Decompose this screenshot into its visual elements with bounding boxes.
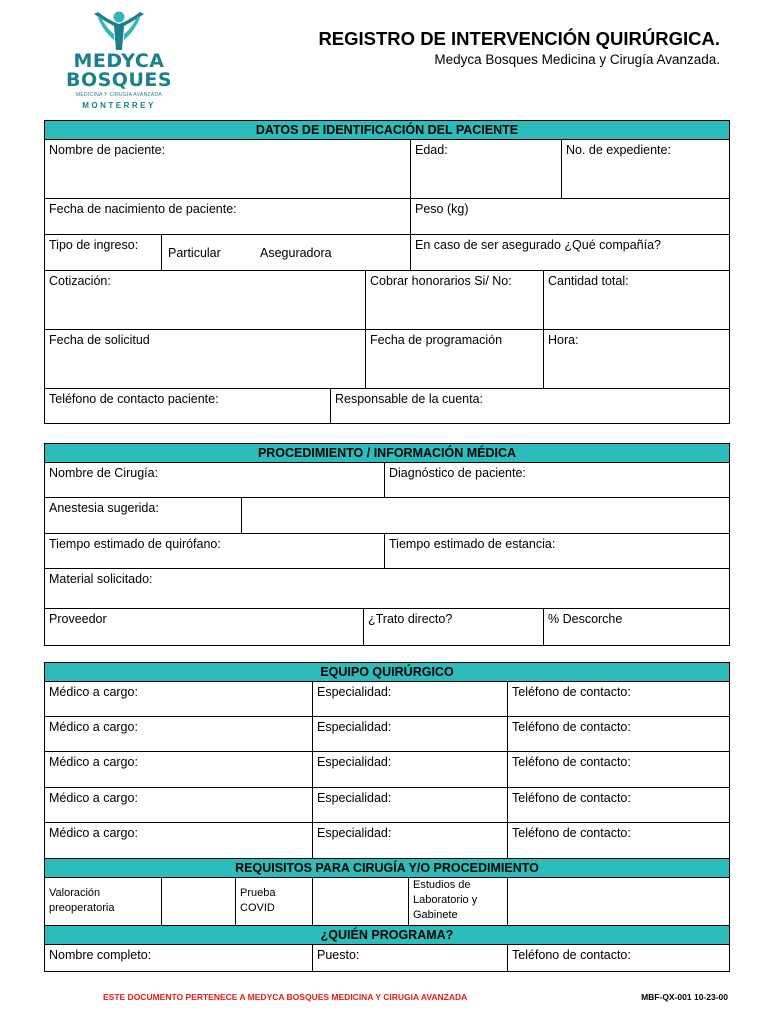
diagnosis-label: Diagnóstico de paciente: [389, 466, 526, 480]
account-owner-field[interactable] [330, 389, 729, 423]
age-field[interactable] [410, 140, 561, 198]
doctor-field[interactable] [45, 752, 312, 787]
document-code: MBF-QX-001 10-23-00 [641, 992, 728, 1002]
team-row [45, 682, 729, 717]
patient-row-3 [45, 235, 729, 271]
insurer-field[interactable] [410, 235, 729, 270]
birth-date-label: Fecha de nacimiento de paciente: [49, 202, 237, 216]
patient-row-5 [45, 330, 729, 389]
time-label: Hora: [548, 333, 579, 347]
total-amount-field[interactable] [543, 271, 729, 329]
diagnosis-field[interactable] [384, 463, 729, 497]
contact-phone-field[interactable] [45, 389, 330, 423]
team-row [45, 717, 729, 752]
team-section-heading: EQUIPO QUIRÚRGICO [45, 663, 729, 682]
account-owner-label: Responsable de la cuenta: [335, 392, 484, 406]
patient-row-1 [45, 140, 729, 199]
team-row [45, 752, 729, 788]
logo-line-1: MEDYCA [73, 50, 165, 72]
material-field[interactable] [45, 569, 729, 608]
total-amount-label: Cantidad total: [548, 274, 629, 288]
scheduler-row [45, 945, 729, 971]
or-time-field[interactable] [45, 534, 384, 568]
weight-field[interactable] [410, 199, 729, 234]
procedure-row-3 [45, 534, 729, 569]
procedure-section [44, 443, 730, 646]
procedure-section-heading: PROCEDIMIENTO / INFORMACIÓN MÉDICA [45, 444, 729, 463]
specialty-label: Especialidad: [317, 826, 392, 840]
doctor-phone-field[interactable] [507, 752, 729, 787]
quote-field[interactable] [45, 271, 365, 329]
covid-label: Prueba COVID [240, 887, 276, 914]
charge-fees-field[interactable] [365, 271, 543, 329]
scheduler-name-field[interactable] [45, 945, 312, 971]
doctor-phone-label: Teléfono de contacto: [512, 720, 631, 734]
stay-time-label: Tiempo estimado de estancia: [389, 537, 556, 551]
patient-section [44, 120, 730, 424]
lab-check-field[interactable] [507, 878, 729, 925]
stay-time-field[interactable] [384, 534, 729, 568]
document-subtitle: Medyca Bosques Medicina y Cirugía Avanzada. [434, 52, 720, 67]
specialty-field[interactable] [312, 752, 507, 787]
admission-type-label: Tipo de ingreso: [49, 238, 139, 252]
supplier-label: Proveedor [49, 612, 107, 626]
procedure-row-5 [45, 609, 729, 645]
doctor-phone-label: Teléfono de contacto: [512, 755, 631, 769]
doctor-phone-field[interactable] [507, 717, 729, 751]
scheduler-phone-field[interactable] [507, 945, 729, 971]
insurer-label: En caso de ser asegurado ¿Qué compañía? [415, 238, 661, 252]
procedure-row-2 [45, 498, 729, 534]
logo-tagline: MEDICINA Y CIRUGÍA AVANZADA [75, 92, 163, 98]
scheduler-section-heading: ¿QUIÉN PROGRAMA? [45, 926, 729, 945]
doctor-label: Médico a cargo: [49, 685, 138, 699]
lab-label-cell [408, 878, 507, 925]
document-title: REGISTRO DE INTERVENCIÓN QUIRÚRGICA. [318, 28, 720, 49]
surgical-team-section [44, 662, 730, 972]
ownership-notice: ESTE DOCUMENTO PERTENECE A MEDYCA BOSQUES MEDICINA Y CIRUGIA AVANZADA [103, 992, 468, 1002]
admission-type-options [161, 235, 410, 270]
patient-name-field[interactable] [45, 140, 410, 198]
option-private[interactable]: Particular [168, 246, 221, 260]
preop-label-cell [45, 878, 161, 925]
preop-check-field[interactable] [161, 878, 235, 925]
specialty-field[interactable] [312, 823, 507, 858]
scheduler-position-label: Puesto: [317, 948, 360, 962]
material-label: Material solicitado: [49, 572, 153, 586]
option-insured[interactable]: Aseguradora [260, 246, 332, 260]
specialty-field[interactable] [312, 717, 507, 751]
procedure-row-1 [45, 463, 729, 498]
preop-label: Valoración preoperatoria [49, 887, 115, 914]
patient-row-6 [45, 389, 729, 423]
doctor-phone-label: Teléfono de contacto: [512, 685, 631, 699]
admission-type-label-cell [45, 235, 161, 270]
patient-section-heading: DATOS DE IDENTIFICACIÓN DEL PACIENTE [45, 121, 729, 140]
specialty-field[interactable] [312, 788, 507, 822]
anesthesia-label: Anestesia sugerida: [49, 501, 159, 515]
age-label: Edad: [415, 143, 448, 157]
patient-row-4 [45, 271, 729, 330]
request-date-field[interactable] [45, 330, 365, 388]
supplier-field[interactable] [45, 609, 363, 645]
logo-city: MONTERREY [82, 101, 156, 110]
doctor-label: Médico a cargo: [49, 755, 138, 769]
specialty-field[interactable] [312, 682, 507, 716]
doctor-field[interactable] [45, 717, 312, 751]
quote-label: Cotización: [49, 274, 111, 288]
or-time-label: Tiempo estimado de quirófano: [49, 537, 221, 551]
lab-label: Estudios de Laboratorio y Gabinete [413, 879, 478, 921]
team-row [45, 823, 729, 859]
doctor-field[interactable] [45, 682, 312, 716]
scheduler-name-label: Nombre completo: [49, 948, 152, 962]
anesthesia-label-cell [45, 498, 241, 533]
procedure-row-4 [45, 569, 729, 609]
doctor-phone-field[interactable] [507, 788, 729, 822]
logo-line-2: BOSQUES [65, 69, 173, 91]
birth-date-field[interactable] [45, 199, 410, 234]
team-row [45, 788, 729, 823]
doctor-phone-field[interactable] [507, 823, 729, 858]
doctor-phone-label: Teléfono de contacto: [512, 791, 631, 805]
patient-name-label: Nombre de paciente: [49, 143, 166, 157]
covid-label-cell [235, 878, 312, 925]
doctor-phone-label: Teléfono de contacto: [512, 826, 631, 840]
direct-deal-field[interactable] [363, 609, 543, 645]
discount-field[interactable] [543, 609, 729, 645]
doctor-field[interactable] [45, 788, 312, 822]
schedule-date-field[interactable] [365, 330, 543, 388]
discount-label: % Descorche [548, 612, 623, 626]
specialty-label: Especialidad: [317, 685, 392, 699]
requirements-row [45, 878, 729, 926]
doctor-field[interactable] [45, 823, 312, 858]
requirements-section-heading: REQUISITOS PARA CIRUGÍA Y/O PROCEDIMIENTO [45, 859, 729, 878]
surgery-name-field[interactable] [45, 463, 384, 497]
charge-fees-label: Cobrar honorarios Si/ No: [370, 274, 512, 288]
scheduler-phone-label: Teléfono de contacto: [512, 948, 631, 962]
covid-check-field[interactable] [312, 878, 408, 925]
anesthesia-field[interactable] [241, 498, 729, 533]
specialty-label: Especialidad: [317, 791, 392, 805]
doctor-label: Médico a cargo: [49, 826, 138, 840]
direct-deal-label: ¿Trato directo? [368, 612, 453, 626]
specialty-label: Especialidad: [317, 720, 392, 734]
patient-row-2 [45, 199, 729, 235]
request-date-label: Fecha de solicitud [49, 333, 150, 347]
schedule-date-label: Fecha de programación [370, 333, 503, 347]
record-number-field[interactable] [561, 140, 729, 198]
time-field[interactable] [543, 330, 729, 388]
doctor-phone-field[interactable] [507, 682, 729, 716]
specialty-label: Especialidad: [317, 755, 392, 769]
weight-label: Peso (kg) [415, 202, 469, 216]
record-number-label: No. de expediente: [566, 143, 671, 157]
person-arms-up-logo-icon [92, 10, 146, 52]
surgery-name-label: Nombre de Cirugía: [49, 466, 159, 480]
scheduler-position-field[interactable] [312, 945, 507, 971]
contact-phone-label: Teléfono de contacto paciente: [49, 392, 219, 406]
doctor-label: Médico a cargo: [49, 791, 138, 805]
doctor-label: Médico a cargo: [49, 720, 138, 734]
brand-logo [62, 10, 176, 116]
